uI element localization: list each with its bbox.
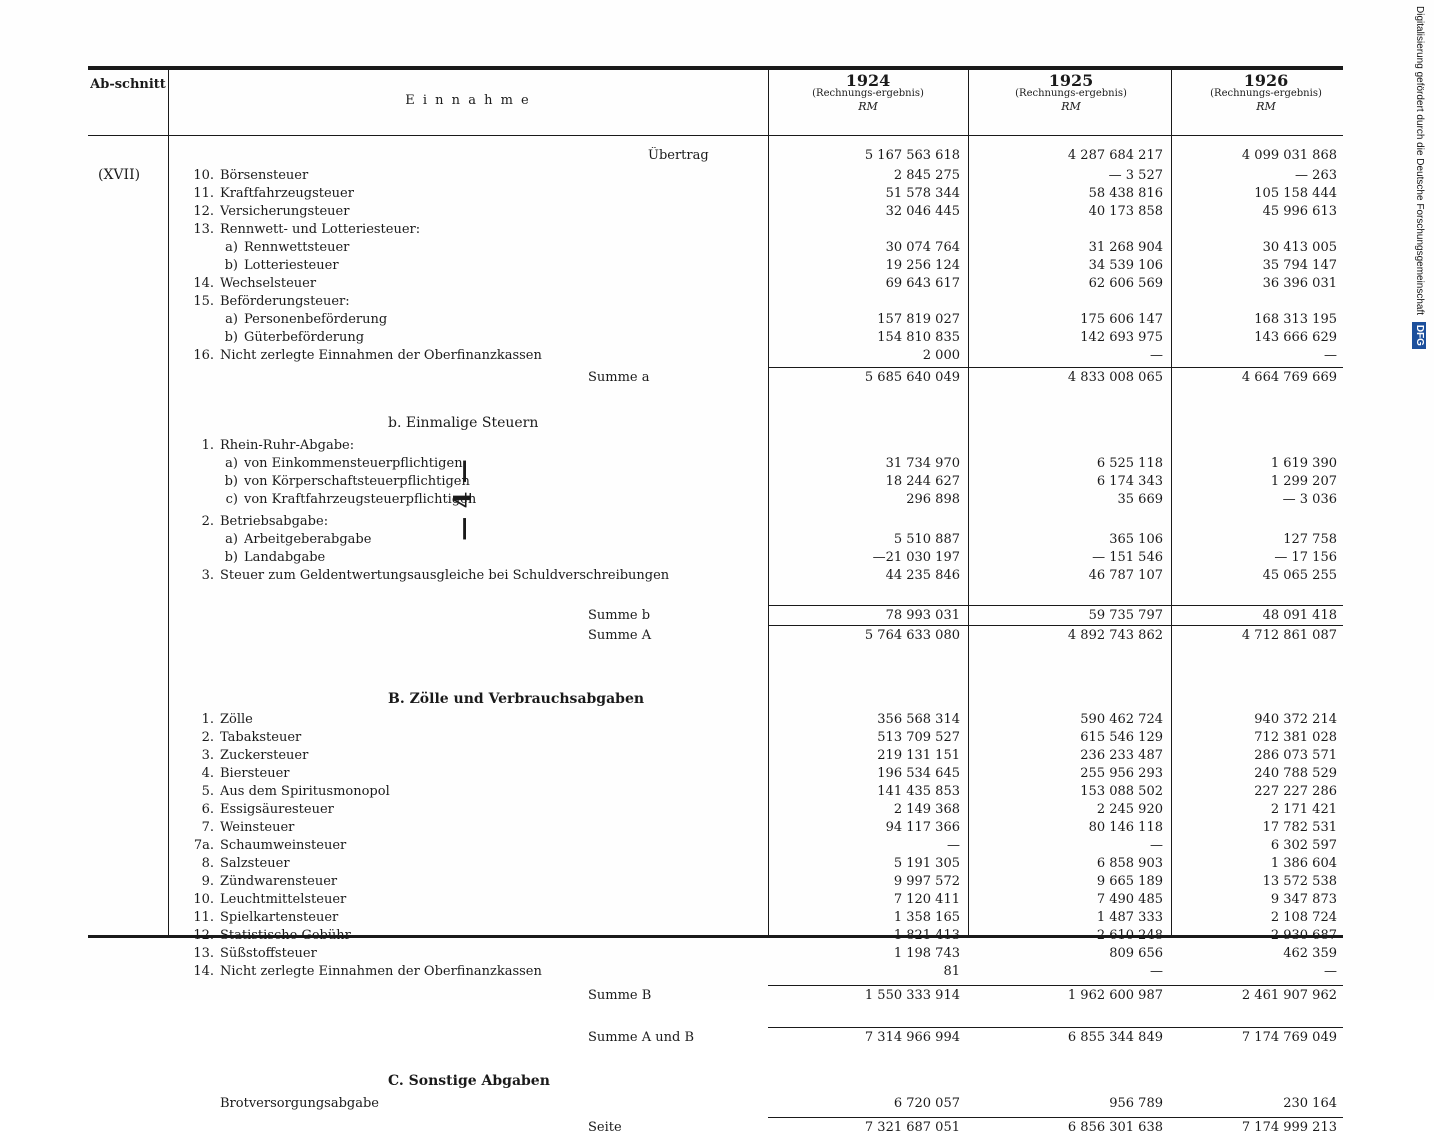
row-number: 15. (193, 294, 214, 309)
table-row (88, 329, 1343, 347)
value-1926: 4 664 769 669 (1241, 370, 1337, 385)
header-bottom-rule (88, 135, 1343, 136)
value-1925: — (1150, 348, 1163, 363)
value-1925: 34 539 106 (1088, 258, 1163, 273)
value-1925: 590 462 724 (1080, 712, 1163, 727)
table-row (88, 147, 1343, 165)
value-1925: 6 174 343 (1096, 474, 1163, 489)
year-label: 1926 (1243, 71, 1289, 90)
row-number: 11. (193, 910, 214, 925)
value-1926: 4 099 031 868 (1241, 148, 1337, 163)
value-1924: 6 720 057 (893, 1096, 960, 1111)
section-heading: B. Zölle und Verbrauchsabgaben (388, 691, 645, 707)
year-sub: (Rechnungs-ergebnis) (1210, 88, 1322, 99)
digitization-credit (1408, 6, 1430, 696)
row-label: Statistische Gebühr (220, 928, 351, 943)
header-year-1925 (991, 73, 1151, 114)
row-label: Spielkartensteuer (220, 910, 339, 925)
row-number: a) (225, 532, 238, 547)
value-1926: 286 073 571 (1254, 748, 1337, 763)
row-label: Seite (588, 1120, 622, 1135)
table-row (88, 473, 1343, 491)
value-1924: 18 244 627 (885, 474, 960, 489)
dfg-logo: DFG (1412, 322, 1426, 349)
value-1925: 62 606 569 (1088, 276, 1163, 291)
value-1926: 712 381 028 (1254, 730, 1337, 745)
value-1924: 9 997 572 (893, 874, 960, 889)
row-number: 2. (201, 514, 214, 529)
value-1926: 1 386 604 (1270, 856, 1337, 871)
value-1926: 240 788 529 (1254, 766, 1337, 781)
row-label: Betriebsabgabe: (220, 514, 329, 529)
table-row (88, 567, 1343, 585)
row-label: Summe A und B (588, 1030, 695, 1045)
table-row (88, 513, 1343, 531)
year-label: 1924 (845, 71, 891, 90)
table-row (88, 987, 1343, 1005)
row-number: 6. (201, 802, 214, 817)
value-1924: 69 643 617 (885, 276, 960, 291)
row-label: Rennwett- und Lotteriesteuer: (220, 222, 421, 237)
value-1924: 5 685 640 049 (864, 370, 960, 385)
table-row (88, 491, 1343, 509)
table-row (88, 221, 1343, 239)
value-1924: 2 000 (922, 348, 960, 363)
value-1925: — (1150, 964, 1163, 979)
sum-rule (768, 1117, 1343, 1118)
value-1925: 7 490 485 (1096, 892, 1163, 907)
value-1925: 40 173 858 (1088, 204, 1163, 219)
value-1926: 9 347 873 (1270, 892, 1337, 907)
row-number: b) (224, 474, 238, 489)
value-1924: 157 819 027 (877, 312, 960, 327)
value-1926: 1 619 390 (1270, 456, 1337, 471)
row-number: 5. (201, 784, 214, 799)
value-1925: — 151 546 (1092, 550, 1163, 565)
value-1924: 296 898 (906, 492, 960, 507)
row-label: Rennwettsteuer (244, 240, 350, 255)
table-row (88, 531, 1343, 549)
header-year-1926 (1191, 73, 1341, 114)
value-1926: 48 091 418 (1262, 608, 1337, 623)
row-number: 4. (201, 766, 214, 781)
value-1926: 462 359 (1283, 946, 1337, 961)
value-1925: 175 606 147 (1080, 312, 1163, 327)
table-row (88, 855, 1343, 873)
value-1926: 940 372 214 (1254, 712, 1337, 727)
row-label: von Kraftfahrzeugsteuerpflichtigen (244, 492, 477, 507)
row-number: 3. (201, 748, 214, 763)
value-1925: — (1150, 838, 1163, 853)
table-row (88, 909, 1343, 927)
row-number: a) (225, 456, 238, 471)
table-row (88, 455, 1343, 473)
value-1926: — 17 156 (1274, 550, 1337, 565)
value-1924: 1 550 333 914 (864, 988, 960, 1003)
row-number: 1. (201, 438, 214, 453)
row-number: 7a. (193, 838, 214, 853)
section-heading: b. Einmalige Steuern (388, 415, 539, 431)
value-1924: 81 (943, 964, 960, 979)
header-einnahme: E i n n a h m e (405, 93, 531, 108)
value-1924: 1 821 413 (893, 928, 960, 943)
table-row (88, 1029, 1343, 1047)
table-row (88, 873, 1343, 891)
table-row (88, 293, 1343, 311)
value-1926: 2 108 724 (1270, 910, 1337, 925)
value-1925: 4 833 008 065 (1067, 370, 1163, 385)
value-1926: — 3 036 (1282, 492, 1337, 507)
value-1925: 142 693 975 (1080, 330, 1163, 345)
value-1924: 2 845 275 (893, 168, 960, 183)
credit-text: Digitalisierung gefördert durch die Deutsche Forschungsgemeinschaft (1414, 6, 1425, 316)
row-label: Nicht zerlegte Einnahmen der Oberfinanzkassen (220, 348, 542, 363)
table-row (88, 347, 1343, 365)
value-1925: 46 787 107 (1088, 568, 1163, 583)
table-row (88, 765, 1343, 783)
table-row (88, 203, 1343, 221)
value-1926: 168 313 195 (1254, 312, 1337, 327)
value-1925: 1 487 333 (1096, 910, 1163, 925)
unit-label: RM (1256, 100, 1276, 113)
table-row (88, 945, 1343, 963)
value-1924: 7 120 411 (893, 892, 960, 907)
value-1924: —21 030 197 (872, 550, 960, 565)
header-abschnitt: Ab-schnitt (90, 77, 166, 92)
row-number: b) (224, 330, 238, 345)
value-1925: 956 789 (1109, 1096, 1163, 1111)
value-1925: 9 665 189 (1096, 874, 1163, 889)
value-1924: 19 256 124 (885, 258, 960, 273)
row-label: Landabgabe (244, 550, 326, 565)
table-row (88, 729, 1343, 747)
row-label: Versicherungsteuer (220, 204, 350, 219)
table-row (88, 369, 1343, 387)
value-1925: 2 245 920 (1096, 802, 1163, 817)
value-1924: 30 074 764 (885, 240, 960, 255)
value-1924: 7 314 966 994 (864, 1030, 960, 1045)
row-label: Lotteriesteuer (244, 258, 339, 273)
abschnitt-mark: (XVII) (98, 167, 141, 183)
row-label: Leuchtmittelsteuer (220, 892, 347, 907)
value-1924: — (947, 838, 960, 853)
value-1926: 7 174 999 213 (1241, 1120, 1337, 1135)
row-number: 13. (193, 946, 214, 961)
row-label: Kraftfahrzeugsteuer (220, 186, 354, 201)
value-1926: 36 396 031 (1262, 276, 1337, 291)
value-1926: 7 174 769 049 (1241, 1030, 1337, 1045)
table-row (88, 627, 1343, 645)
row-label: Rhein-Ruhr-Abgabe: (220, 438, 355, 453)
value-1924: 2 149 368 (893, 802, 960, 817)
value-1926: 2 171 421 (1270, 802, 1337, 817)
value-1924: 5 764 633 080 (864, 628, 960, 643)
value-1926: 2 461 907 962 (1241, 988, 1337, 1003)
row-label: Salzsteuer (220, 856, 290, 871)
value-1925: 6 858 903 (1096, 856, 1163, 871)
value-1925: 153 088 502 (1080, 784, 1163, 799)
year-sub: (Rechnungs-ergebnis) (1015, 88, 1127, 99)
row-number: 14. (193, 276, 214, 291)
row-number: 9. (201, 874, 214, 889)
row-label: Güterbeförderung (244, 330, 365, 345)
row-number: b) (224, 550, 238, 565)
value-1925: 6 855 344 849 (1067, 1030, 1163, 1045)
table-row (88, 819, 1343, 837)
sum-rule (768, 625, 1343, 626)
row-number: 8. (201, 856, 214, 871)
value-1924: 44 235 846 (885, 568, 960, 583)
value-1924: 5 167 563 618 (864, 148, 960, 163)
value-1924: 1 198 743 (893, 946, 960, 961)
value-1926: 127 758 (1283, 532, 1337, 547)
row-number: 2. (201, 730, 214, 745)
row-number: 16. (193, 348, 214, 363)
row-label: Steuer zum Geldentwertungsausgleiche bei Schuldverschreibungen (220, 568, 670, 583)
page-number: — 4 — (448, 459, 477, 541)
table-row (88, 927, 1343, 945)
table-row (88, 711, 1343, 729)
row-label: Summe a (588, 370, 650, 385)
row-label: Summe B (588, 988, 652, 1003)
value-1924: 356 568 314 (877, 712, 960, 727)
value-1926: 35 794 147 (1262, 258, 1337, 273)
unit-label: RM (1061, 100, 1081, 113)
table-row (88, 1095, 1343, 1113)
row-number: 7. (201, 820, 214, 835)
value-1926: 13 572 538 (1262, 874, 1337, 889)
row-label: Beförderungsteuer: (220, 294, 350, 309)
value-1926: 4 712 861 087 (1241, 628, 1337, 643)
value-1924: 31 734 970 (885, 456, 960, 471)
table-row (88, 607, 1343, 625)
row-number: a) (225, 312, 238, 327)
value-1925: 255 956 293 (1080, 766, 1163, 781)
row-number: c) (225, 492, 238, 507)
section-heading: C. Sonstige Abgaben (388, 1073, 550, 1089)
table-row (88, 311, 1343, 329)
value-1924: 196 534 645 (877, 766, 960, 781)
row-number: 3. (201, 568, 214, 583)
value-1925: 1 962 600 987 (1067, 988, 1163, 1003)
revenue-table (88, 66, 1343, 1135)
table-row (88, 963, 1343, 981)
value-1926: 1 299 207 (1270, 474, 1337, 489)
value-1924: 94 117 366 (885, 820, 960, 835)
value-1924: 7 321 687 051 (864, 1120, 960, 1135)
row-number: 10. (193, 892, 214, 907)
value-1924: 1 358 165 (893, 910, 960, 925)
year-label: 1925 (1048, 71, 1094, 90)
row-number: 13. (193, 222, 214, 237)
table-row (88, 167, 1343, 185)
value-1925: 4 287 684 217 (1067, 148, 1163, 163)
table-row (88, 837, 1343, 855)
value-1926: — (1324, 348, 1337, 363)
value-1926: — (1324, 964, 1337, 979)
year-sub: (Rechnungs-ergebnis) (812, 88, 924, 99)
sum-rule (768, 985, 1343, 986)
value-1925: 365 106 (1109, 532, 1163, 547)
value-1926: 2 930 687 (1270, 928, 1337, 943)
value-1926: — 263 (1295, 168, 1337, 183)
value-1924: 78 993 031 (885, 608, 960, 623)
row-label: Weinsteuer (220, 820, 295, 835)
row-number: 12. (193, 928, 214, 943)
sum-rule (768, 605, 1343, 606)
value-1925: 35 669 (1117, 492, 1163, 507)
row-label: Tabaksteuer (220, 730, 302, 745)
header-rule (88, 69, 1343, 70)
row-label: von Körperschaftsteuerpflichtigen (244, 474, 470, 489)
row-number: 1. (201, 712, 214, 727)
value-1926: 30 413 005 (1262, 240, 1337, 255)
value-1925: 6 856 301 638 (1067, 1120, 1163, 1135)
value-1926: 105 158 444 (1254, 186, 1337, 201)
value-1924: 219 131 151 (877, 748, 960, 763)
table-row (88, 239, 1343, 257)
table-row (88, 185, 1343, 203)
value-1925: 236 233 487 (1080, 748, 1163, 763)
value-1925: 58 438 816 (1088, 186, 1163, 201)
value-1926: 45 996 613 (1262, 204, 1337, 219)
row-number: 10. (193, 168, 214, 183)
row-number: 11. (193, 186, 214, 201)
value-1925: 6 525 118 (1096, 456, 1163, 471)
row-number: 12. (193, 204, 214, 219)
value-1926: 227 227 286 (1254, 784, 1337, 799)
value-1924: 32 046 445 (885, 204, 960, 219)
unit-label: RM (858, 100, 878, 113)
table-row (88, 437, 1343, 455)
table-row (88, 891, 1343, 909)
row-label: von Einkommensteuerpflichtigen (244, 456, 463, 471)
row-label: Summe A (588, 628, 652, 643)
value-1925: 809 656 (1109, 946, 1163, 961)
table-row (88, 783, 1343, 801)
row-label: Wechselsteuer (220, 276, 317, 291)
table-row (88, 257, 1343, 275)
value-1925: 2 610 248 (1096, 928, 1163, 943)
row-label: Zündwarensteuer (220, 874, 338, 889)
value-1924: 154 810 835 (877, 330, 960, 345)
row-label: Brotversorgungsabgabe (220, 1096, 380, 1111)
value-1924: 513 709 527 (877, 730, 960, 745)
table-row (88, 275, 1343, 293)
table-row (88, 801, 1343, 819)
value-1925: — 3 527 (1108, 168, 1163, 183)
row-label: Arbeitgeberabgabe (244, 532, 372, 547)
row-label: Süßstoffsteuer (220, 946, 317, 961)
value-1924: 51 578 344 (885, 186, 960, 201)
row-label: Biersteuer (220, 766, 290, 781)
table-row (88, 549, 1343, 567)
value-1926: 45 065 255 (1262, 568, 1337, 583)
row-label: Übertrag (648, 148, 709, 163)
row-label: Zölle (220, 712, 253, 727)
row-number: 14. (193, 964, 214, 979)
row-label: Essigsäuresteuer (220, 802, 334, 817)
value-1926: 17 782 531 (1262, 820, 1337, 835)
row-label: Nicht zerlegte Einnahmen der Oberfinanzkassen (220, 964, 542, 979)
row-label: Schaumweinsteuer (220, 838, 347, 853)
row-label: Summe b (588, 608, 651, 623)
value-1925: 4 892 743 862 (1067, 628, 1163, 643)
row-number: a) (225, 240, 238, 255)
value-1924: 5 191 305 (893, 856, 960, 871)
row-label: Personenbeförderung (244, 312, 388, 327)
table-row (88, 1119, 1343, 1137)
value-1924: 141 435 853 (877, 784, 960, 799)
value-1925: 615 546 129 (1080, 730, 1163, 745)
row-label: Börsensteuer (220, 168, 309, 183)
table-row (88, 747, 1343, 765)
value-1924: 5 510 887 (893, 532, 960, 547)
row-label: Zuckersteuer (220, 748, 309, 763)
value-1926: 6 302 597 (1270, 838, 1337, 853)
row-number: b) (224, 258, 238, 273)
value-1926: 143 666 629 (1254, 330, 1337, 345)
sum-rule (768, 367, 1343, 368)
header-year-1924 (788, 73, 948, 114)
value-1925: 31 268 904 (1088, 240, 1163, 255)
value-1925: 80 146 118 (1088, 820, 1163, 835)
row-label: Aus dem Spiritusmonopol (220, 784, 390, 799)
sum-rule (768, 1027, 1343, 1028)
value-1926: 230 164 (1283, 1096, 1337, 1111)
value-1925: 59 735 797 (1088, 608, 1163, 623)
